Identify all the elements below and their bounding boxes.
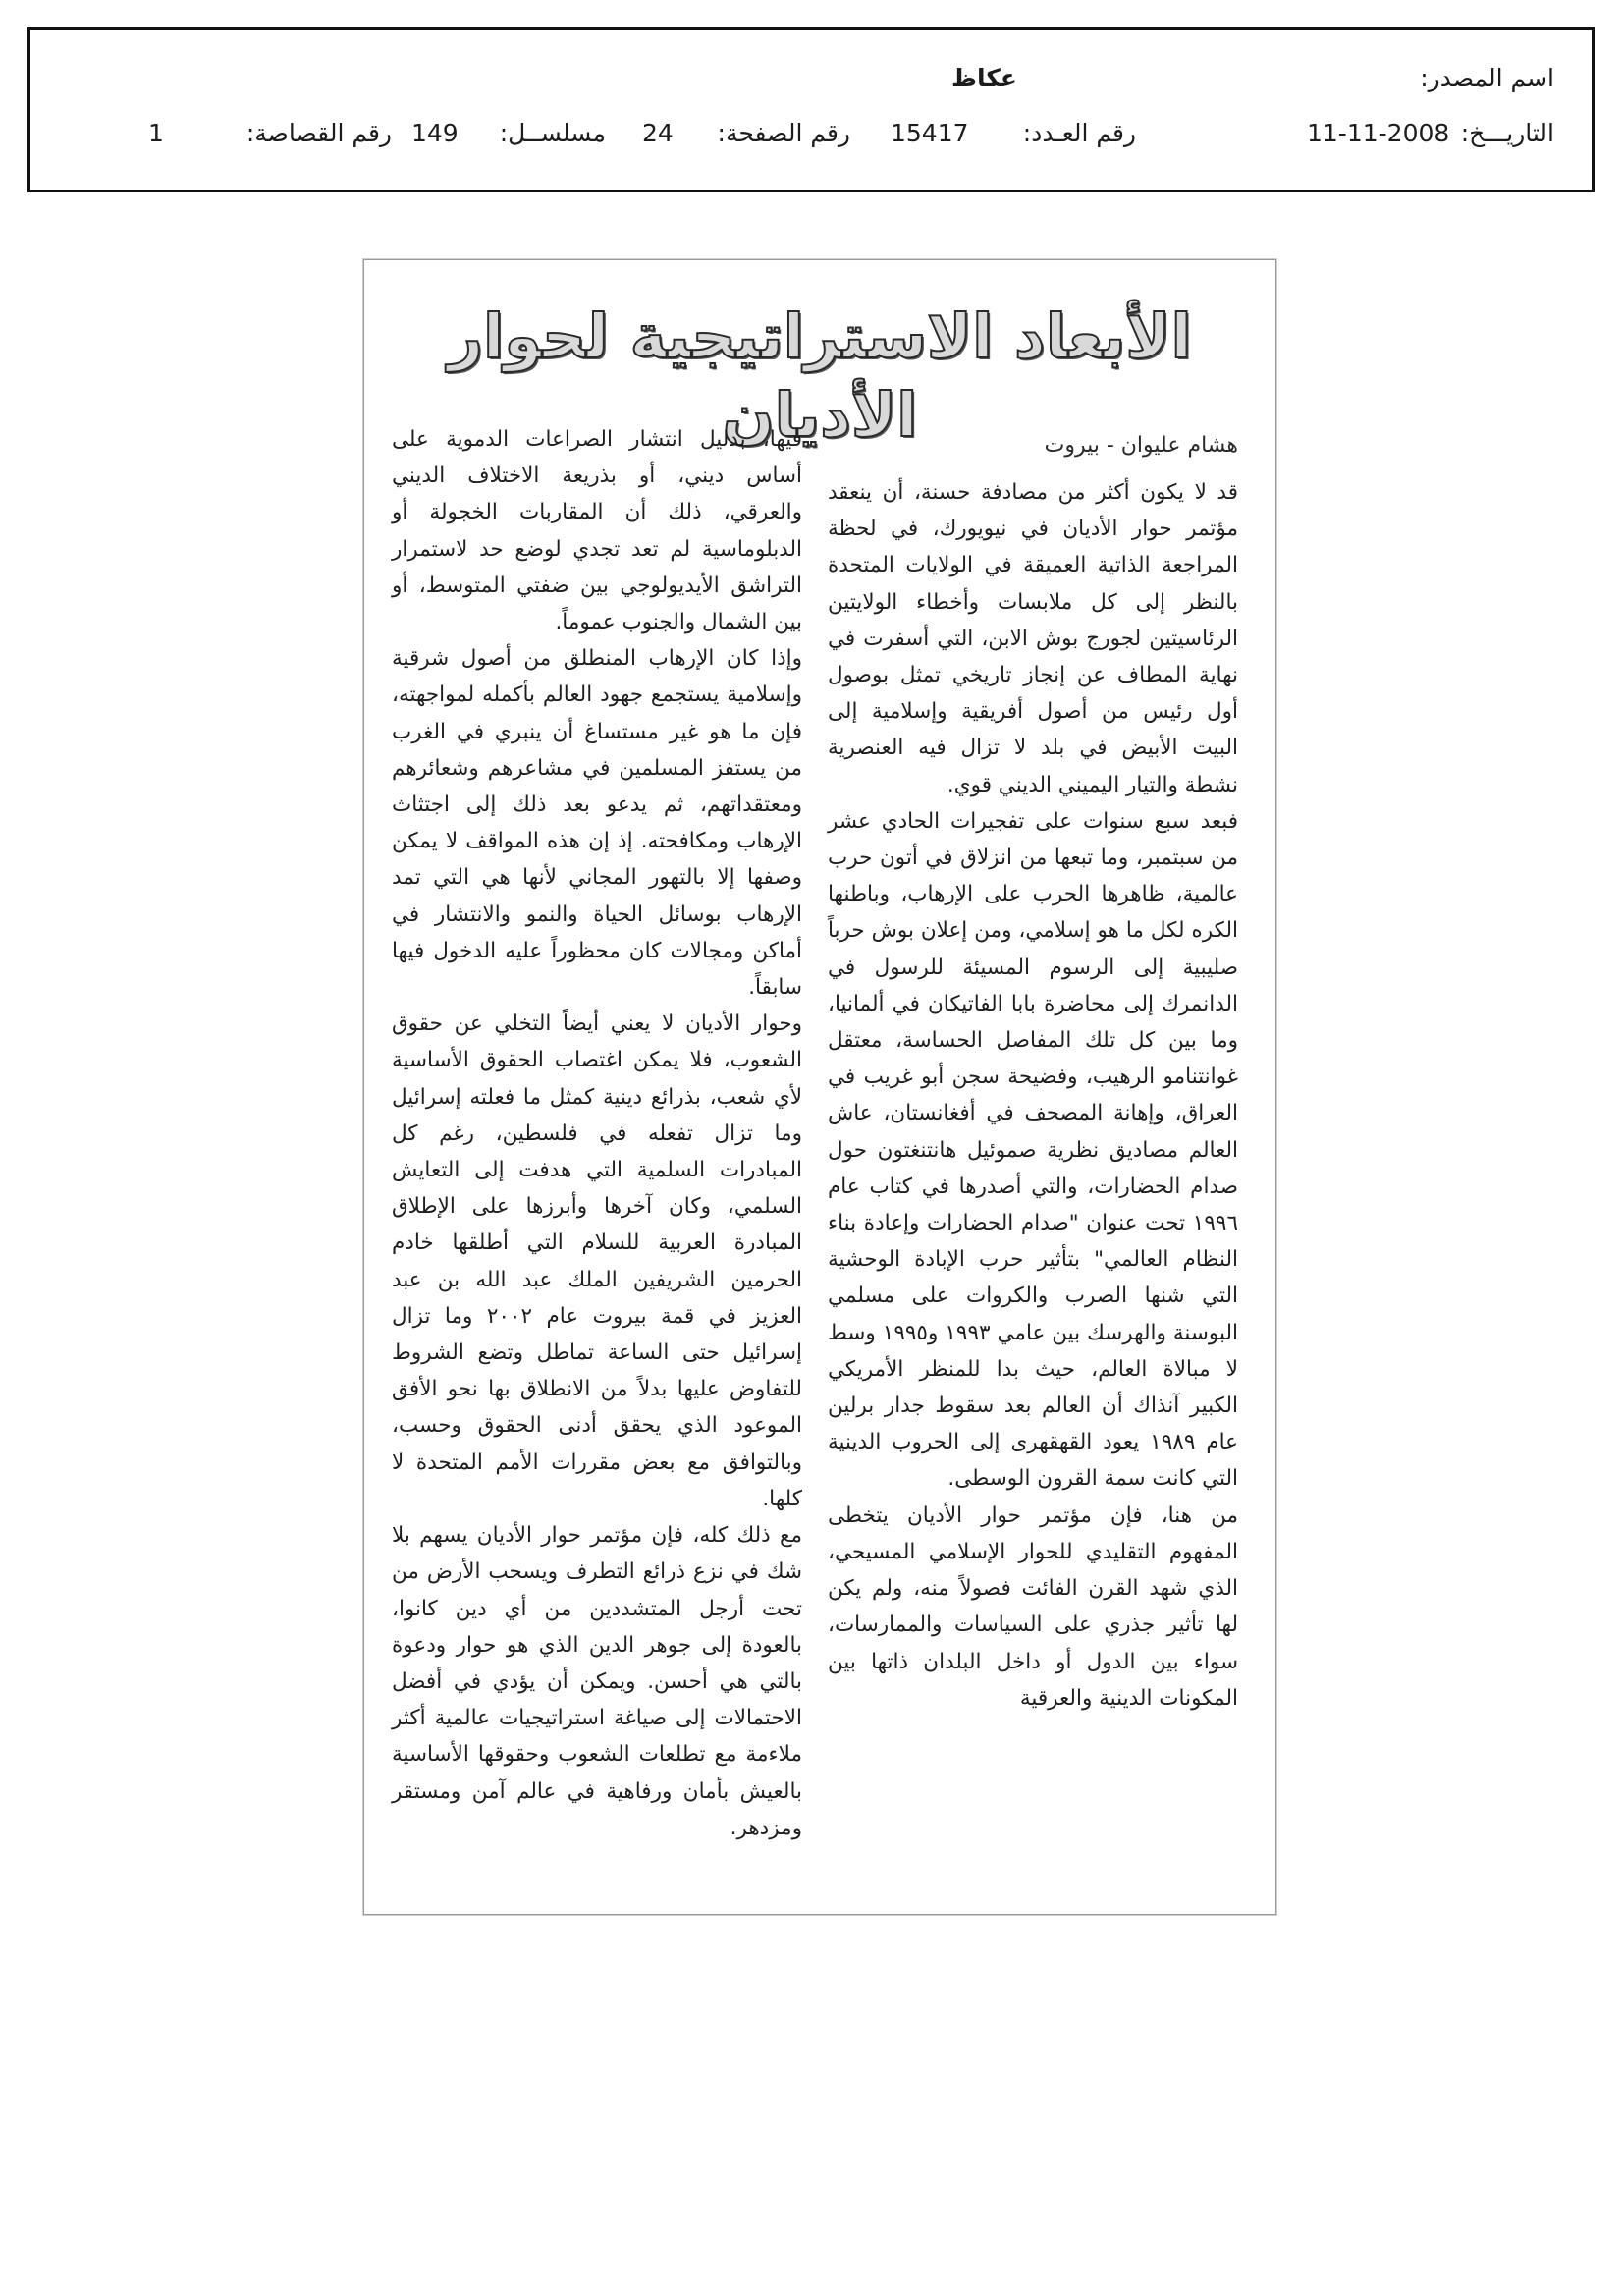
article-paragraph: فيها، بدليل انتشار الصراعات الدموية على أساس ديني، أو بذريعة الاختلاف الديني والعرقي، ذلك أن المقاربات الخجولة أو الدبلوماسية لم تعد تجدي لوضع حد لاستمرار التراشق الأيديولوجي بين ضفتي المتوسط، أو بين الشمال والجنوب عموماً. xyxy=(392,427,802,635)
newspaper-clipping xyxy=(363,259,1276,1915)
article-column-right xyxy=(828,474,1238,1717)
clipping-number-value: 1 xyxy=(148,119,164,147)
article-byline: هشام عليوان - بيروت xyxy=(1044,433,1238,458)
article-column-left xyxy=(392,421,802,1846)
page-number-value: 24 xyxy=(642,119,674,147)
article-paragraph: مع ذلك كله، فإن مؤتمر حوار الأديان يسهم بلا شك في نزع ذرائع التطرف ويسحب الأرض من تحت أرجل المتشددين من أي دين كانوا، بالعودة إلى جوهر الدين الذي هو حوار ودعوة بالتي هي أحسن. ويمكن أن يؤدي في أفضل الاحتمالات إلى صياغة استراتيجيات عالمية أكثر ملاءمة مع تطلعات الشعوب وحقوقها الأساسية بالعيش بأمان ورفاهية في عالم آمن ومستقر ومزدهر. xyxy=(392,1523,802,1840)
article-paragraph: من هنا، فإن مؤتمر حوار الأديان يتخطى المفهوم التقليدي للحوار الإسلامي المسيحي، الذي شهد القرن الفائت فصولاً منه، ولم يكن لها تأثير جذري على السياسات والممارسات، سواء بين الدول أو داخل البلدان ذاتها بين المكونات الدينية والعرقية xyxy=(828,1503,1238,1711)
page-number-label: رقم الصفحة: xyxy=(717,119,850,147)
clipping-number-label: رقم القصاصة: xyxy=(245,119,392,147)
date-label: التاريـــخ: xyxy=(1460,119,1554,147)
article-paragraph: قد لا يكون أكثر من مصادفة حسنة، أن ينعقد مؤتمر حوار الأديان في نيويورك، في لحظة المراجعة الذاتية العميقة في الولايات المتحدة بالنظر إلى كل ملابسات وأخطاء الولايتين الرئاسيتين لجورج بوش الابن، التي أسفرت في نهاية المطاف عن إنجاز تاريخي تمثل بوصول أول رئيس من أصول أفريقية وإسلامية إلى البيت الأبيض في بلد لا تزال فيه العنصرية نشطة والتيار اليميني الديني قوي. xyxy=(828,480,1238,797)
source-label: اسم المصدر: xyxy=(1420,64,1554,92)
date-value: 11-11-2008 xyxy=(1307,119,1450,147)
clipping-metadata-box xyxy=(27,27,1595,192)
article-headline: الأبعاد الاستراتيجية لحوار الأديان xyxy=(448,301,1192,451)
issue-number-value: 15417 xyxy=(891,119,969,147)
issue-number-label: رقم العـدد: xyxy=(1022,119,1136,147)
article-paragraph: وإذا كان الإرهاب المنطلق من أصول شرقية وإسلامية يستجمع جهود العالم بأكمله لمواجهته، فإن ما هو غير مستساغ أن ينبري في الغرب من يستفز المسلمين في مشاعرهم وشعائرهم ومعتقداتهم، ثم يدعو بعد ذلك إلى اجتثاث الإرهاب ومكافحته. إذ إن هذه المواقف لا يمكن وصفها إلا بالتهور المجاني لأنها هي التي تمد الإرهاب بوسائل الحياة والنمو والانتشار في أماكن ومجالات كان محظوراً عليه الدخول فيها سابقاً. xyxy=(392,646,802,1001)
article-paragraph: فبعد سبع سنوات على تفجيرات الحادي عشر من سبتمبر، وما تبعها من انزلاق في أتون حرب عالمية، ظاهرها الحرب على الإرهاب، وباطنها الكره لكل ما هو إسلامي، ومن إعلان بوش حرباً صليبية إلى الرسوم المسيئة للرسول في الدانمرك إلى محاضرة بابا الفاتيكان في ألمانيا، وما بين كل تلك المفاصل الحساسة، معتقل غوانتنامو الرهيب، وفضيحة سجن أبو غريب في العراق، وإهانة المصحف في أفغانستان، عاش العالم مصاديق نظرية صموئيل هانتنغتون حول صدام الحضارات، والتي أصدرها في كتاب عام ١٩٩٦ تحت عنوان "صدام الحضارات وإعادة بناء النظام العالمي" بتأثير حرب الإبادة الوحشية التي شنها الصرب والكروات على مسلمي البوسنة والهرسك بين عامي ١٩٩٣ و١٩٩٥ وسط لا مبالاة العالم، حيث بدا للمنظر الأمريكي الكبير آنذاك أن العالم بعد سقوط جدار برلين عام ١٩٨٩ يعود القهقهرى إلى الحروب الدينية التي كانت سمة القرون الوسطى. xyxy=(828,808,1239,1492)
source-name: عكاظ xyxy=(951,64,1017,92)
serial-label: مسلســل: xyxy=(499,119,606,147)
serial-value: 149 xyxy=(411,119,459,147)
article-paragraph: وحوار الأديان لا يعني أيضاً التخلي عن حقوق الشعوب، فلا يمكن اغتصاب الحقوق الأساسية لأي شعب، بذرائع دينية كمثل ما فعلته إسرائيل وما تزال تفعله في فلسطين، رغم كل المبادرات السلمية التي هدفت إلى التعايش السلمي، وكان آخرها وأبرزها على الإطلاق المبادرة العربية للسلام التي أطلقها خادم الحرمين الشريفين الملك عبد الله بن عبد العزيز في قمة بيروت عام ٢٠٠٢ وما تزال إسرائيل حتى الساعة تماطل وتضع الشروط للتفاوض عليها بدلاً من الانطلاق بها نحو الأفق الموعود الذي يحقق أدنى الحقوق وحسب، وبالتوافق مع بعض مقررات الأمم المتحدة لا كلها. xyxy=(392,1011,802,1511)
